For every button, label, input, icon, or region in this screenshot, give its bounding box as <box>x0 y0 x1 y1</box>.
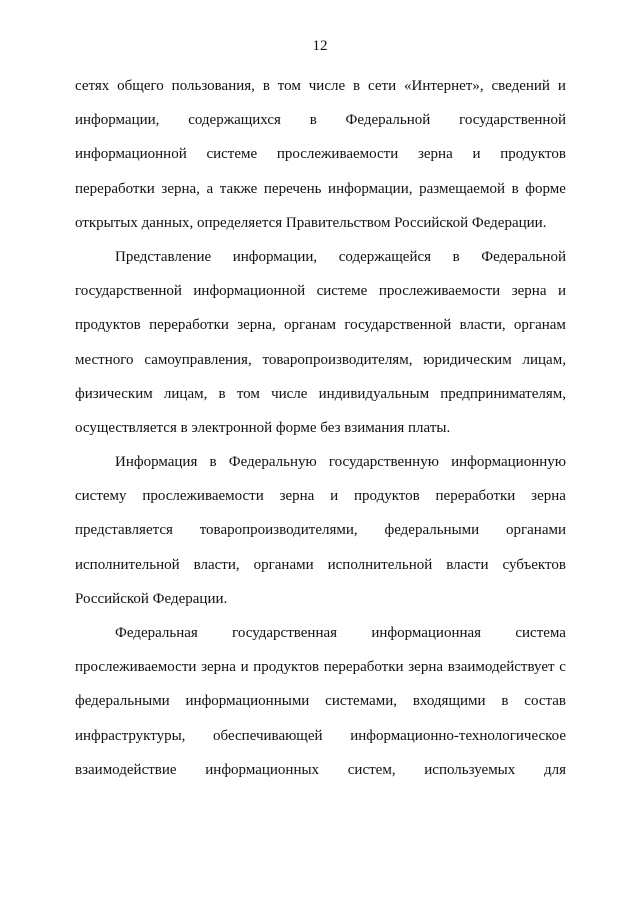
word: используемых <box>424 761 516 778</box>
text-line <box>75 726 566 760</box>
word: зерна <box>511 283 547 300</box>
text-line <box>75 555 566 589</box>
word: в <box>209 454 217 471</box>
word: физическим <box>75 385 153 402</box>
word: информационную <box>451 454 566 471</box>
word: лицам, <box>522 351 566 368</box>
word: Российской Федерации. <box>75 590 228 607</box>
word: состав <box>524 693 566 710</box>
word: органам <box>513 317 566 334</box>
word: числе <box>271 385 308 402</box>
word: юридическим <box>423 351 512 368</box>
word: власти, <box>193 556 240 573</box>
word: содержащейся <box>338 248 432 265</box>
word: в <box>511 180 519 197</box>
word: том <box>277 78 301 94</box>
word: размещаемой <box>419 180 505 197</box>
word: числе <box>308 78 346 94</box>
word: продуктов <box>75 317 141 334</box>
word: государственная <box>232 625 338 641</box>
text-line <box>75 418 566 452</box>
word: самоуправления, <box>144 351 252 368</box>
word: и <box>557 283 566 300</box>
text-line <box>75 384 566 418</box>
word: сети <box>368 78 397 94</box>
word: органам <box>284 317 337 334</box>
word: также <box>219 180 258 197</box>
word: предпринимателям, <box>440 385 566 402</box>
word: представляется <box>75 522 173 539</box>
text-line <box>75 110 566 144</box>
word: и <box>472 146 481 163</box>
word: в <box>452 248 460 265</box>
text-line <box>75 179 566 213</box>
word: пользования, <box>171 78 255 94</box>
text-line <box>75 281 566 315</box>
word: прослеживаемости <box>276 146 399 163</box>
word: информации, <box>328 180 413 197</box>
text-line <box>75 589 566 623</box>
word: система <box>515 625 566 641</box>
word: открытых данных, определяется Правительством Российской Федерации. <box>75 214 547 231</box>
word: обеспечивающей <box>213 727 323 744</box>
word: сведений <box>491 78 550 94</box>
word: системами, <box>325 693 398 710</box>
word: инфраструктуры, <box>75 727 186 744</box>
word: субъектов <box>502 556 566 573</box>
word: систему <box>75 488 127 505</box>
word: в <box>309 112 317 129</box>
word: продуктов <box>253 659 320 676</box>
text-line <box>75 760 566 794</box>
text-line <box>75 76 566 110</box>
word: том <box>236 385 260 402</box>
word: Федеральную <box>228 454 317 471</box>
word: переработки <box>75 180 155 197</box>
word: государственной <box>75 283 182 300</box>
body-text <box>75 76 566 794</box>
word: переработки <box>323 659 404 676</box>
word: в <box>262 78 270 94</box>
word: сетях <box>75 78 110 94</box>
word: в <box>353 78 361 94</box>
word: перечень <box>263 180 322 197</box>
word: Представление <box>115 248 212 265</box>
text-line <box>75 315 566 349</box>
word: переработки <box>149 317 229 334</box>
word: информационных <box>205 761 320 778</box>
word: информационной <box>75 146 187 163</box>
word: органами <box>505 522 566 539</box>
word: государственной <box>459 112 566 129</box>
word: зерна <box>201 659 236 676</box>
word: взаимодействие <box>75 761 177 778</box>
word: осуществляется в электронной форме без взимания платы. <box>75 419 451 436</box>
word: входящими <box>412 693 486 710</box>
word: государственную <box>328 454 439 471</box>
word: исполнительной <box>327 556 433 573</box>
word: информации, <box>232 248 318 265</box>
text-line <box>75 657 566 691</box>
word: исполнительной <box>75 556 180 573</box>
text-line <box>75 213 566 247</box>
word: информационно-технологическое <box>350 727 566 744</box>
word: Федеральной <box>345 112 431 129</box>
word: и <box>240 659 249 676</box>
text-line <box>75 247 566 281</box>
word: продуктов <box>353 488 420 505</box>
word: в <box>501 693 509 710</box>
word: систем, <box>347 761 396 778</box>
word: зерна <box>417 146 453 163</box>
word: местного <box>75 351 134 368</box>
text-line <box>75 623 566 657</box>
word: переработки <box>435 488 516 505</box>
word: общего <box>117 78 164 94</box>
word: в <box>218 385 226 402</box>
word: а <box>206 180 214 197</box>
word: лицам, <box>163 385 208 402</box>
word: власти <box>446 556 489 573</box>
word: информационная <box>371 625 482 641</box>
word: информационными <box>185 693 310 710</box>
text-line <box>75 486 566 520</box>
word: прослеживаемости <box>142 488 264 505</box>
word: системе <box>316 283 368 300</box>
word: информации, <box>75 112 160 129</box>
word: и <box>557 78 566 94</box>
word: индивидуальным <box>318 385 430 402</box>
word: с <box>559 659 566 676</box>
word: «Интернет», <box>404 78 484 94</box>
word: взаимодействует <box>447 659 555 676</box>
text-line <box>75 452 566 486</box>
word: для <box>543 761 566 778</box>
word: федеральными <box>384 522 480 539</box>
word: органами <box>253 556 314 573</box>
word: прослеживаемости <box>75 659 197 676</box>
page-number: 12 <box>312 38 328 54</box>
word: Федеральная <box>115 625 198 641</box>
text-line <box>75 350 566 384</box>
word: системе <box>206 146 258 163</box>
word: товаропроизводителями, <box>199 522 358 539</box>
word: прослеживаемости <box>378 283 501 300</box>
word: зерна <box>531 488 566 505</box>
word: Федеральной <box>481 248 566 265</box>
word: государственной <box>344 317 452 334</box>
word: зерна <box>408 659 444 676</box>
word: и <box>330 488 339 505</box>
word: товаропроизводителям, <box>262 351 413 368</box>
word: Информация <box>115 454 198 471</box>
word: продуктов <box>500 146 566 163</box>
word: форме <box>525 180 566 197</box>
word: власти, <box>459 317 506 334</box>
text-line <box>75 520 566 554</box>
text-line <box>75 691 566 725</box>
word: содержащихся <box>188 112 281 129</box>
word: зерна, <box>237 317 276 334</box>
text-line <box>75 144 566 178</box>
word: зерна <box>279 488 315 505</box>
word: информационной <box>193 283 306 300</box>
word: зерна, <box>161 180 200 197</box>
word: федеральными <box>75 693 170 710</box>
